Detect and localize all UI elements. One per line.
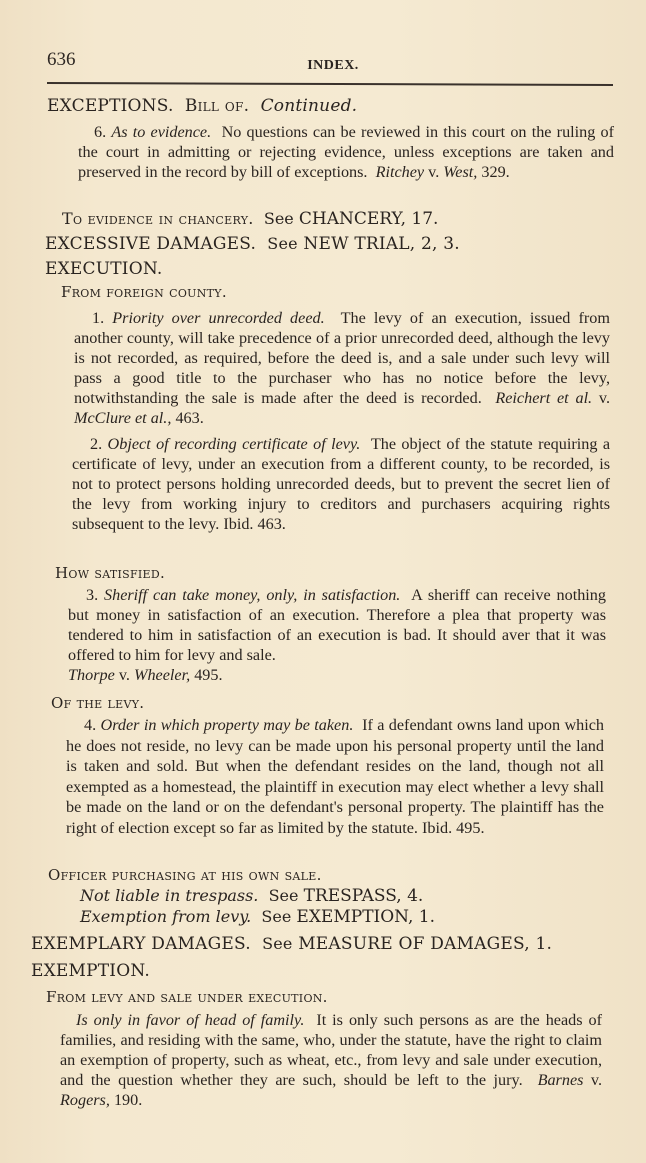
entry-number: 1. (92, 309, 105, 327)
xref-not-liable (80, 886, 423, 906)
xref-exemption-from-levy (80, 907, 435, 927)
heading-sub: Bill of. (184, 96, 250, 116)
citation-page: 190. (113, 1091, 143, 1109)
entry-number: 6. (94, 123, 107, 141)
see-label: See (261, 907, 292, 926)
subhead-of-the-levy: Of the levy. (51, 694, 145, 712)
heading-exceptions (47, 96, 357, 116)
citation-versus: v. (118, 666, 130, 684)
citation-party-b: Wheeler, (133, 666, 191, 684)
see-label: See (263, 209, 294, 228)
entry-topic: Object of recording certificate of levy. (107, 435, 361, 453)
cross-reference-link[interactable]: CHANCERY, 17. (298, 209, 439, 229)
header-rule (47, 82, 613, 86)
entry-6 (78, 122, 614, 182)
entry-text: If a defendant owns land upon which he does not reside, no levy can be made upon his personal property until the land is taken and sold. But when the defendant resides on the land, though not all exempted as a homestead, the plaintiff in execution may elect whether a levy shall be made on the land or on the defendant's personal property. The plaintiff has the right of election except so far as limited by the statute. Ibid. 495. (66, 716, 605, 837)
citation-party-a: Barnes (537, 1071, 584, 1089)
citation-versus: v. (598, 389, 611, 407)
citation-page: 495. (194, 666, 223, 684)
entry-text: The object of the statute requiring a certificate of levy, under an execution from a different county, to be recorded, is not to protect persons holding unrecorded deeds, but to prevent the secret lien of the levy from working injury to creditors and purchasers acquiring rights subsequent to the levy. Ibid. 463. (72, 435, 611, 533)
entry-number: 2. (90, 435, 103, 453)
heading-note: Continued. (260, 96, 358, 116)
see-label: See (267, 234, 298, 253)
subhead-how-satisfied: How satisfied. (55, 564, 166, 582)
entry-text: It is only such persons as are the heads of families, and residing with the same, who, under the statute, have the right to claim an exemption of property, such as wheat, etc., from levy and sale under execution, and the question whether they are such, should be left to the jury. (60, 1011, 603, 1089)
citation-party-a: Ritchey (375, 163, 425, 181)
entry-topic: As to evidence. (111, 123, 212, 141)
entry-topic: Order in which property may be taken. (100, 716, 354, 734)
entry-topic: Priority over unrecorded deed. (112, 309, 325, 327)
heading-title: EXCESSIVE DAMAGES. (45, 234, 257, 254)
xref-topic: Exemption from levy. (80, 907, 252, 926)
subhead-label: To evidence in chancery. (62, 209, 254, 228)
running-head: INDEX. (307, 58, 359, 73)
heading-excessive-damages (45, 234, 460, 254)
see-label: See (268, 886, 299, 905)
citation-party-b: McClure et al., (74, 409, 172, 427)
citation-page: 463. (175, 409, 204, 427)
entry-topic: Is only in favor of head of family. (76, 1011, 305, 1029)
xref-topic: Not liable in trespass. (80, 886, 259, 905)
entry-text: A sheriff can receive nothing but money in satisfaction of an execution. Therefore a plea that property was tendered to him in satisfaction of an execution is bad. It should aver that it was offered to him for levy and sale. (68, 586, 606, 664)
entry-text: The levy of an execution, issued from another county, will take precedence of a prior unrecorded deed, although the levy is not recorded, as required, before the deed is, and a sale under such levy will pass a good title to the purchaser who has no notice before the levy, notwithstanding the sale is made after the deed is recorded. (74, 309, 610, 407)
citation-versus: v. (428, 163, 440, 181)
entry-4 (66, 715, 604, 838)
entry-2 (72, 434, 610, 534)
entry-number: 4. (84, 716, 97, 734)
citation-versus: v. (590, 1071, 603, 1089)
heading-title: EXCEPTIONS. (47, 96, 174, 116)
subhead-from-levy-and-sale: From levy and sale under execution. (46, 988, 328, 1006)
heading-exemplary-damages (31, 934, 552, 954)
heading-execution: EXECUTION. (45, 259, 163, 279)
cross-reference-link[interactable]: NEW TRIAL, 2, 3. (303, 234, 460, 254)
subhead-officer-purchasing: Officer purchasing at his own sale. (48, 866, 322, 884)
entry-exemption (60, 1010, 602, 1110)
cross-reference-link[interactable]: TRESPASS, 4. (303, 886, 424, 906)
entry-1 (74, 308, 610, 428)
entry-text: No questions can be reviewed in this court on the ruling of the court in admitting or rejecting evidence, unless exceptions are taken and preserved in the record by bill of exceptions. (78, 123, 615, 181)
heading-exemption: EXEMPTION. (31, 961, 150, 981)
entry-3 (68, 585, 606, 685)
entry-number: 3. (86, 586, 99, 604)
cross-reference-link[interactable]: EXEMPTION, 1. (296, 907, 435, 927)
citation-party-a: Reichert et al. (495, 389, 593, 407)
cross-reference-link[interactable]: MEASURE OF DAMAGES, 1. (298, 934, 553, 954)
citation-party-a: Thorpe (68, 666, 115, 684)
citation-party-b: Rogers, (60, 1091, 110, 1109)
heading-title: EXEMPLARY DAMAGES. (31, 934, 251, 954)
citation-party-b: West, (443, 163, 478, 181)
see-label: See (262, 934, 293, 953)
subhead-ref-chancery (62, 209, 438, 229)
subhead-from-foreign-county: From foreign county. (61, 283, 227, 301)
citation-page: 329. (481, 163, 510, 181)
page-number: 636 (47, 49, 76, 70)
entry-topic: Sheriff can take money, only, in satisfaction. (104, 586, 401, 604)
